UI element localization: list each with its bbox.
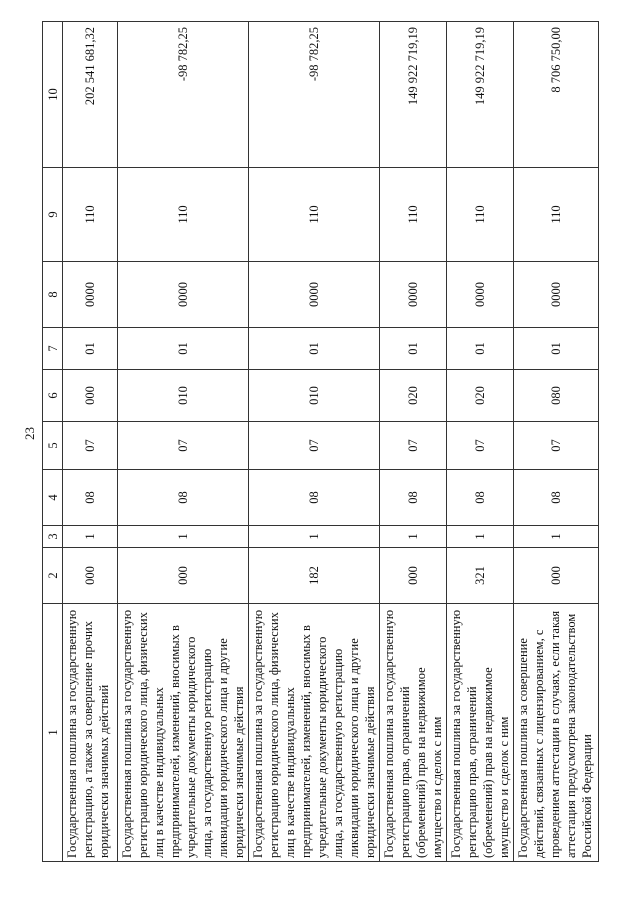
page-number: 23 <box>22 427 37 440</box>
description-cell: Государственная пошлина за государственную регистрацию прав, ограничений (обременений) прав на недвижимое имущество и сделок с ним <box>447 604 514 862</box>
code-cell: 0000 <box>514 262 599 328</box>
code-cell: 0000 <box>63 262 118 328</box>
description-cell: Государственная пошлина за государственную регистрацию юридического лица, физических лиц в качестве индивидуальных предпринимателей, изменений, вносимых в учредительные документы юридического лица, за государственную регистрацию ликвидации юридического лица и другие юридически значимые действия <box>118 604 249 862</box>
header-cell: 3 <box>43 526 63 548</box>
amount-cell: 149 922 719,19 <box>447 22 514 168</box>
code-cell: 07 <box>447 422 514 470</box>
code-cell: 08 <box>380 470 447 526</box>
code-cell: 0000 <box>249 262 380 328</box>
amount-cell: 8 706 750,00 <box>514 22 599 168</box>
code-cell: 08 <box>514 470 599 526</box>
code-cell: 0000 <box>380 262 447 328</box>
code-cell: 01 <box>118 328 249 370</box>
code-cell: 110 <box>447 168 514 262</box>
header-cell: 6 <box>43 370 63 422</box>
header-cell: 2 <box>43 548 63 604</box>
code-cell: 0000 <box>447 262 514 328</box>
code-cell: 110 <box>249 168 380 262</box>
header-cell: 7 <box>43 328 63 370</box>
code-cell: 07 <box>118 422 249 470</box>
amount-cell: -98 782,25 <box>118 22 249 168</box>
header-cell: 9 <box>43 168 63 262</box>
code-cell: 01 <box>249 328 380 370</box>
header-cell: 4 <box>43 470 63 526</box>
code-cell: 01 <box>380 328 447 370</box>
table-row <box>380 22 447 862</box>
table-row <box>249 22 380 862</box>
code-cell: 07 <box>249 422 380 470</box>
amount-cell: 202 541 681,32 <box>63 22 118 168</box>
code-cell: 010 <box>249 370 380 422</box>
rotated-page <box>42 22 640 862</box>
admin-code-cell: 000 <box>380 548 447 604</box>
header-cell: 5 <box>43 422 63 470</box>
code-cell: 08 <box>63 470 118 526</box>
code-cell: 01 <box>63 328 118 370</box>
code-cell: 08 <box>118 470 249 526</box>
code-cell: 1 <box>249 526 380 548</box>
code-cell: 08 <box>447 470 514 526</box>
description-cell: Государственная пошлина за государственную регистрацию, а также за совершение прочих юридически значимых действий <box>63 604 118 862</box>
code-cell: 1 <box>380 526 447 548</box>
table-row <box>118 22 249 862</box>
admin-code-cell: 182 <box>249 548 380 604</box>
code-cell: 110 <box>380 168 447 262</box>
code-cell: 020 <box>380 370 447 422</box>
description-cell: Государственная пошлина за государственную регистрацию юридического лица, физических лиц в качестве индивидуальных предпринимателей, изменений, вносимых в учредительные документы юридического лица, за государственную регистрацию ликвидации юридического лица и другие юридически значимые действия <box>249 604 380 862</box>
code-cell: 1 <box>447 526 514 548</box>
code-cell: 010 <box>118 370 249 422</box>
budget-table <box>42 21 599 862</box>
code-cell: 08 <box>249 470 380 526</box>
admin-code-cell: 000 <box>514 548 599 604</box>
code-cell: 01 <box>514 328 599 370</box>
code-cell: 1 <box>63 526 118 548</box>
table-row <box>514 22 599 862</box>
header-cell: 1 <box>43 604 63 862</box>
code-cell: 1 <box>514 526 599 548</box>
code-cell: 0000 <box>118 262 249 328</box>
table-row <box>63 22 118 862</box>
description-cell: Государственная пошлина за государственную регистрацию прав, ограничений (обременений) прав на недвижимое имущество и сделок с ним <box>380 604 447 862</box>
amount-cell: -98 782,25 <box>249 22 380 168</box>
code-cell: 01 <box>447 328 514 370</box>
amount-cell: 149 922 719,19 <box>380 22 447 168</box>
code-cell: 07 <box>514 422 599 470</box>
header-cell: 10 <box>43 22 63 168</box>
description-cell: Государственная пошлина за совершение действий, связанных с лицензированием, с проведением аттестации в случаях, если такая аттестация предусмотрена законодательством Российской Федерации <box>514 604 599 862</box>
code-cell: 000 <box>63 370 118 422</box>
admin-code-cell: 321 <box>447 548 514 604</box>
code-cell: 110 <box>514 168 599 262</box>
table-row <box>447 22 514 862</box>
code-cell: 020 <box>447 370 514 422</box>
header-row <box>43 22 63 862</box>
admin-code-cell: 000 <box>63 548 118 604</box>
code-cell: 07 <box>380 422 447 470</box>
code-cell: 1 <box>118 526 249 548</box>
code-cell: 110 <box>63 168 118 262</box>
code-cell: 080 <box>514 370 599 422</box>
admin-code-cell: 000 <box>118 548 249 604</box>
code-cell: 07 <box>63 422 118 470</box>
header-cell: 8 <box>43 262 63 328</box>
code-cell: 110 <box>118 168 249 262</box>
